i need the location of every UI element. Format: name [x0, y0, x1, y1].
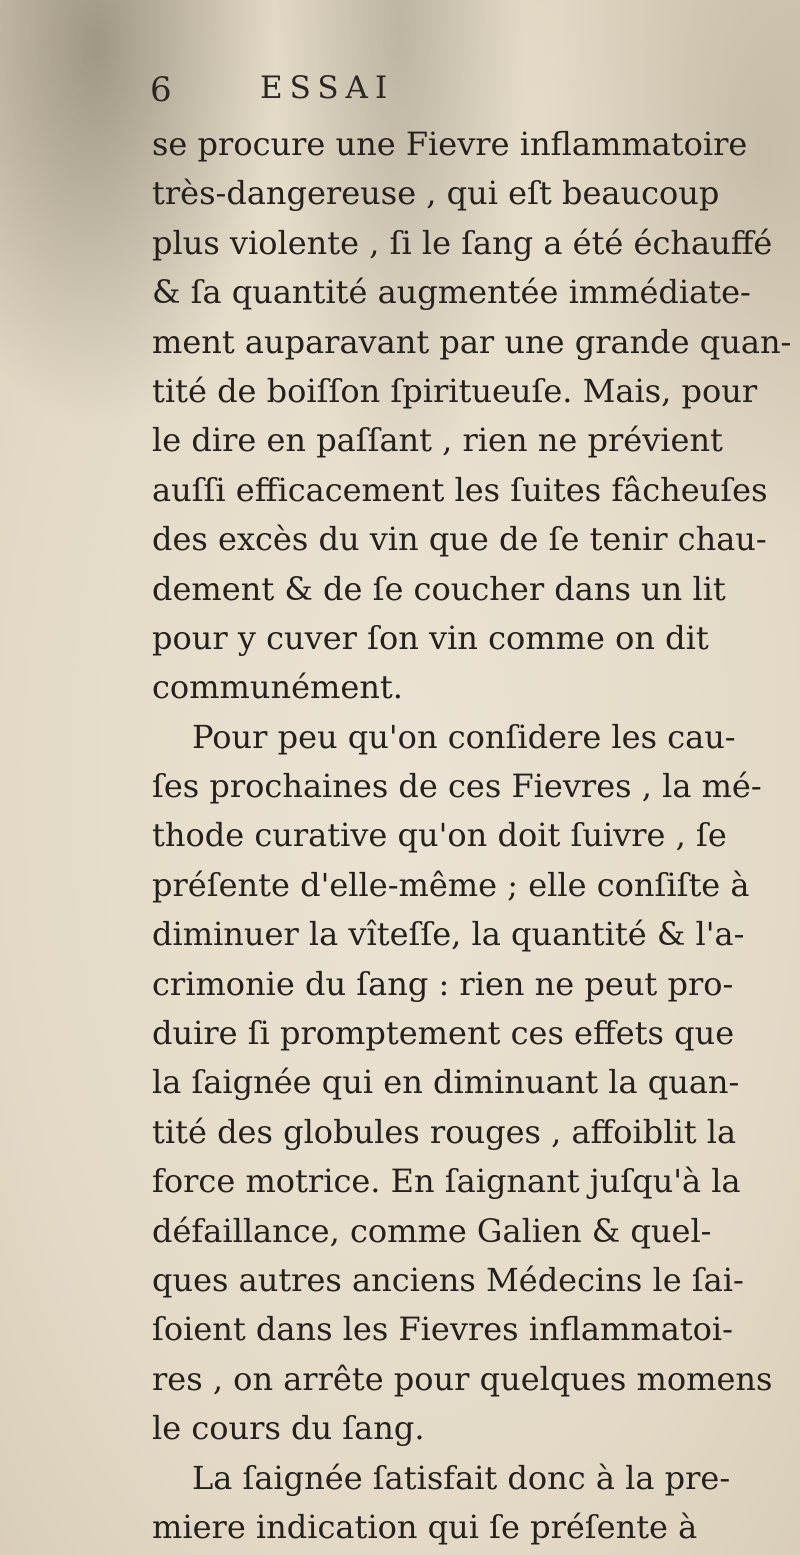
text-line: se procure une Fievre inflammatoire — [152, 125, 748, 163]
text-line: la ſaignée qui en diminuant la quan- — [152, 1063, 740, 1102]
text-line: Pour peu qu'on conſidere les cau- — [192, 717, 736, 756]
text-line: tité de boiſſon ſpiritueuſe. Mais, pour — [152, 371, 758, 410]
text-line: miere indication qui ſe préſente à — [152, 1507, 698, 1546]
page-number: 6 — [150, 70, 172, 110]
text-line: défaillance, comme Galien & quel- — [152, 1211, 712, 1250]
text-line: duire ſi promptement ces effets que — [152, 1014, 735, 1053]
text-line: très-dangereuse , qui eſt beaucoup — [152, 174, 720, 213]
text-line: plus violente , ſi le ſang a été échauffé — [152, 223, 773, 262]
text-line: crimonie du ſang : rien ne peut pro- — [152, 964, 734, 1003]
text-line: force motrice. En ſaignant juſqu'à la — [152, 1162, 741, 1201]
text-line: & ſa quantité augmentée immédiate- — [152, 273, 751, 312]
text-line: des excès du vin que de ſe tenir chau- — [152, 520, 767, 559]
text-line: préſente d'elle-même ; elle conſiſte à — [152, 865, 750, 904]
text-line: res , on arrête pour quelques momens — [152, 1359, 773, 1398]
text-line: auſſi efficacement les ſuites fâcheuſes — [152, 470, 768, 509]
text-line: La ſaignée ſatisfait donc à la pre- — [192, 1458, 731, 1497]
text-line: dement & de ſe coucher dans un lit — [152, 569, 726, 608]
text-line: communément. — [152, 668, 403, 707]
text-line: diminuer la vîteſſe, la quantité & l'a- — [152, 915, 745, 954]
text-line: ſoient dans les Fievres inflammatoi- — [152, 1310, 733, 1349]
text-line: tité des globules rouges , affoiblit la — [152, 1112, 737, 1151]
body-text — [152, 120, 800, 1552]
page-header — [150, 70, 650, 120]
text-line: ment auparavant par une grande quan- — [152, 322, 792, 361]
text-line: le cours du ſang. — [152, 1409, 425, 1448]
text-line: thode curative qu'on doit ſuivre , ſe — [152, 816, 727, 855]
text-line: ſes prochaines de ces Fievres , la mé- — [152, 767, 762, 806]
text-line: ques autres anciens Médecins le ſai- — [152, 1260, 744, 1299]
running-head: ESSAI — [260, 70, 395, 106]
text-line: pour y cuver ſon vin comme on dit — [152, 618, 709, 657]
text-line: le dire en paſſant , rien ne prévient — [152, 421, 723, 460]
